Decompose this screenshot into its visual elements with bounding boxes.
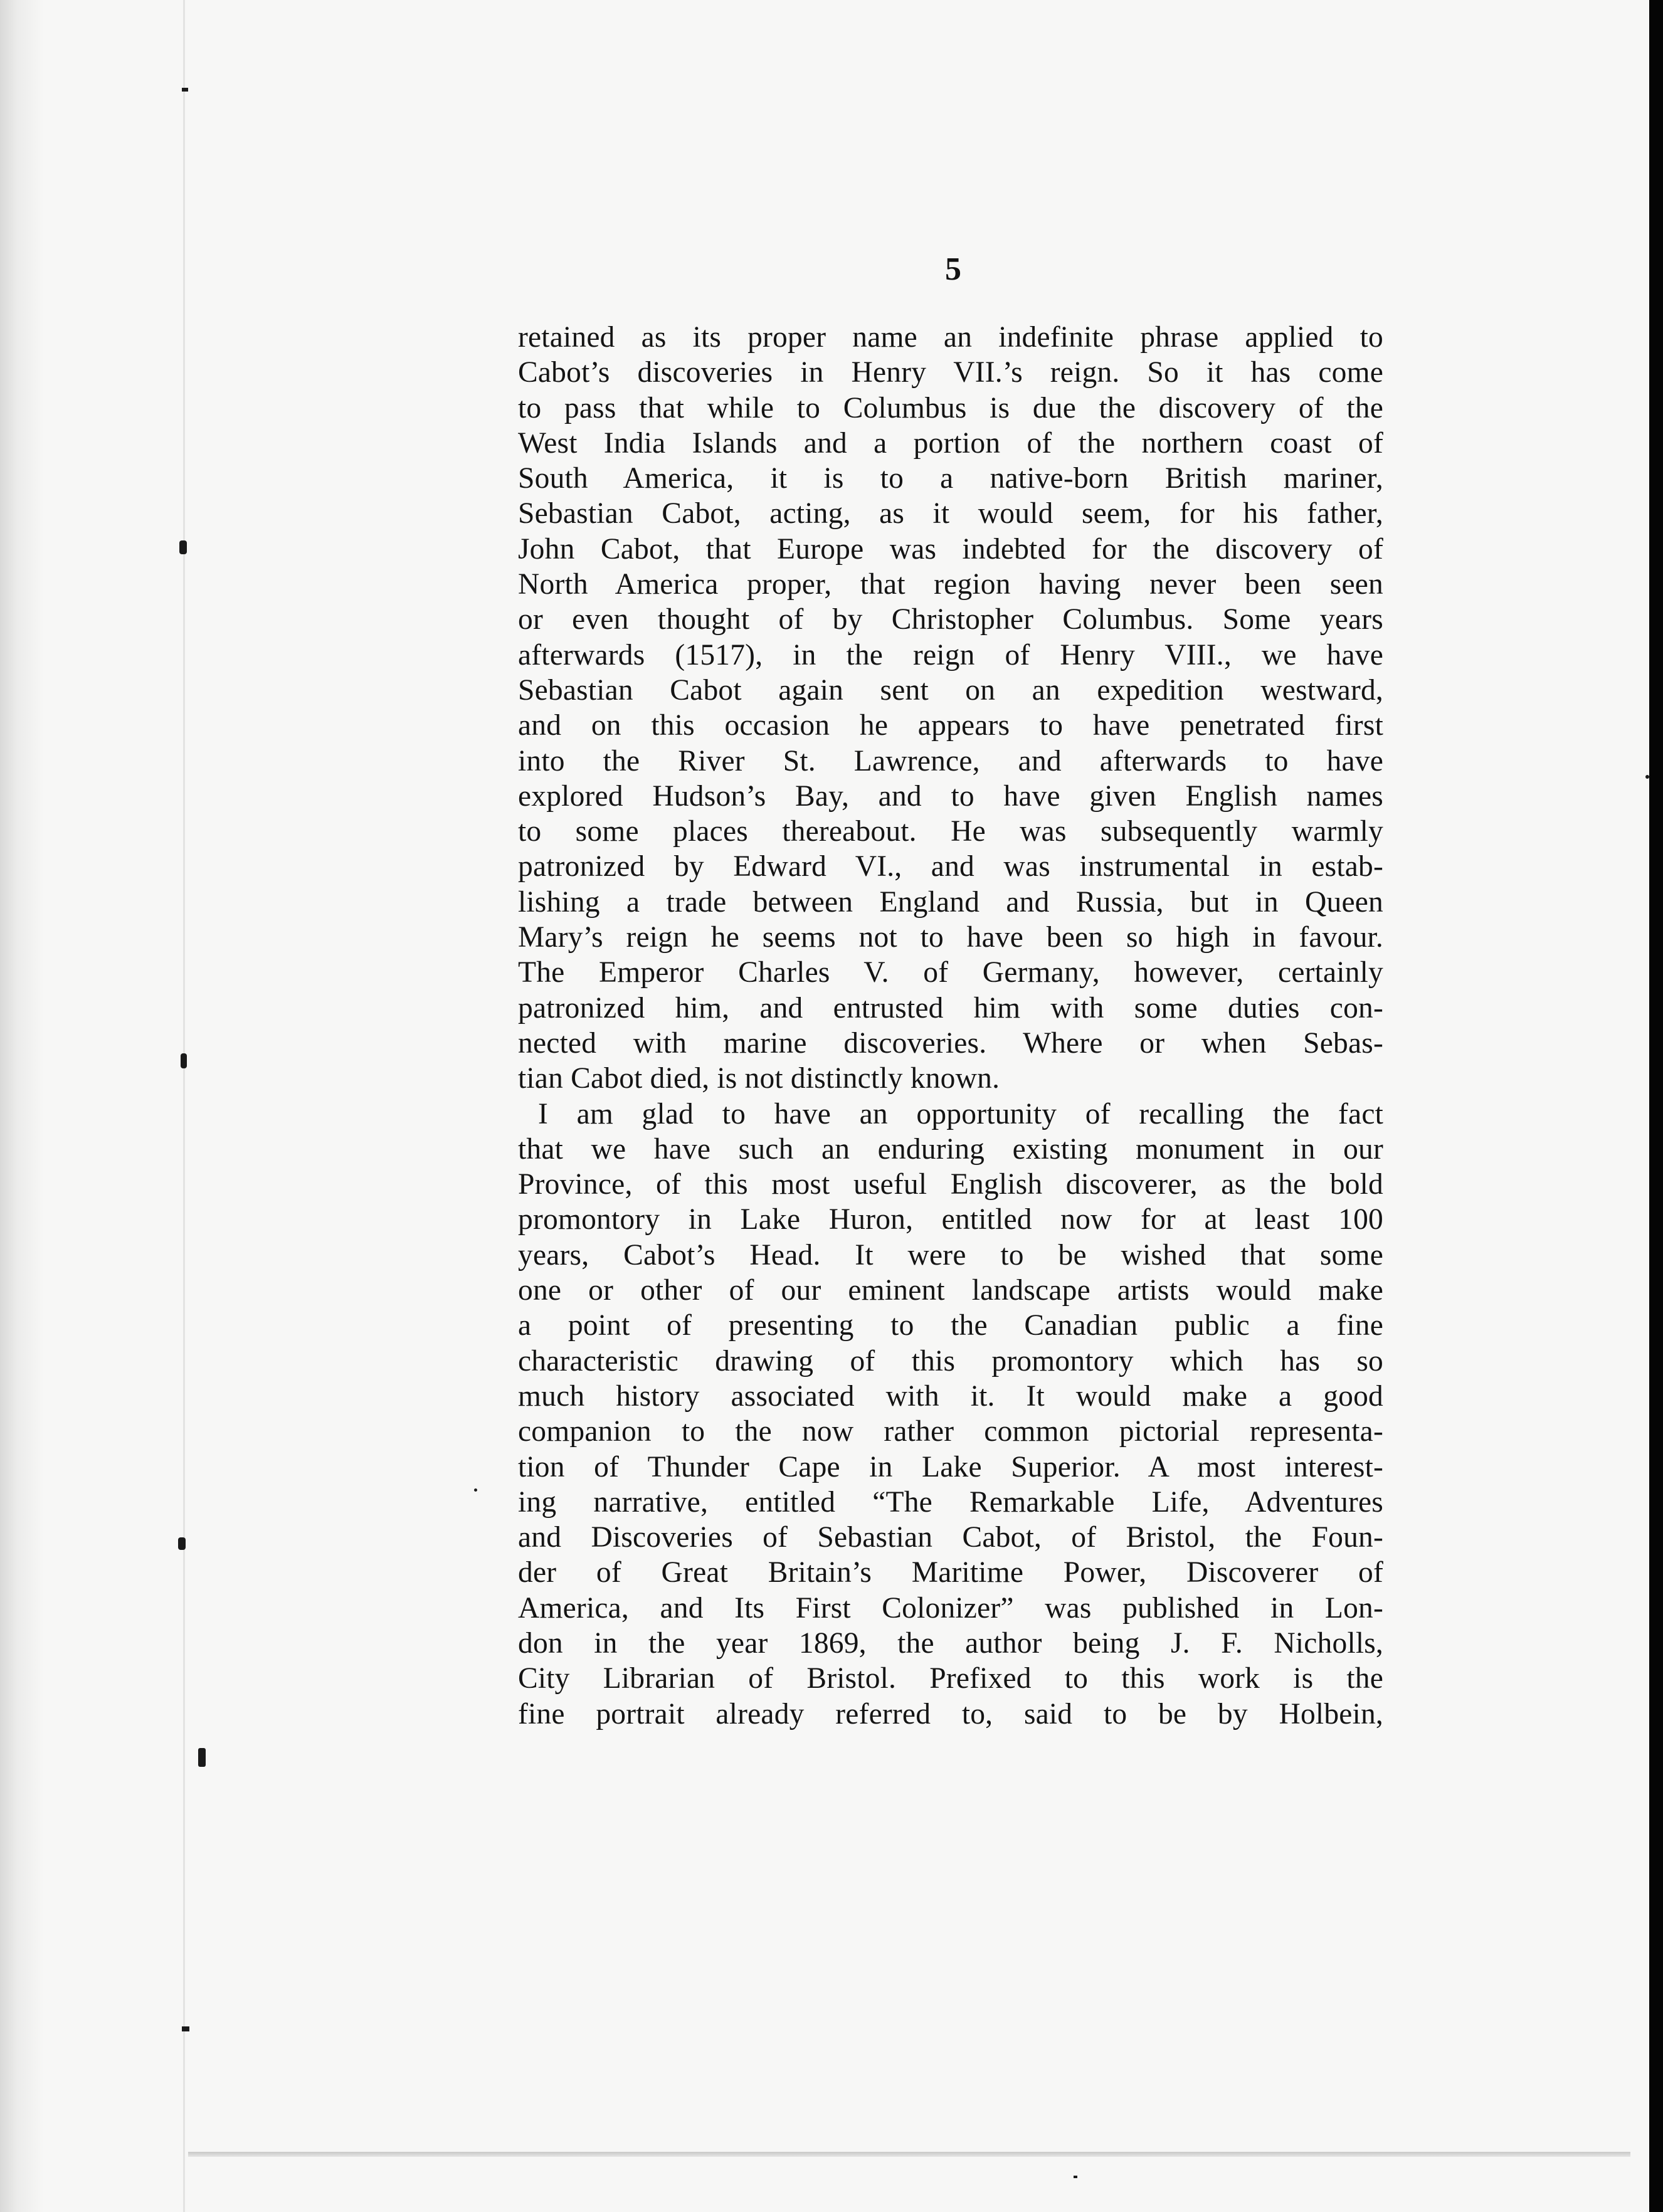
binding-mark <box>181 1053 187 1068</box>
text-line: fine portrait already referred to, said to be by Holbein, <box>518 1697 1383 1730</box>
binding-mark <box>179 540 187 554</box>
text-line: afterwards (1517), in the reign of Henry VIII., we have <box>518 638 1383 672</box>
text-line: Mary’s reign he seems not to have been so high in favour. <box>518 921 1383 954</box>
text-line: John Cabot, that Europe was indebted for the discovery of <box>518 532 1383 566</box>
paragraph <box>518 320 1383 1097</box>
page-bottom-edge <box>188 2152 1630 2157</box>
text-line: much history associated with it. It would make a good <box>518 1379 1383 1413</box>
text-line: one or other of our eminent landscape artists would make <box>518 1274 1383 1307</box>
text-line: companion to the now rather common pictorial representa- <box>518 1415 1383 1448</box>
text-line: characteristic drawing of this promontory which has so <box>518 1344 1383 1377</box>
text-line: a point of presenting to the Canadian public a fine <box>518 1309 1383 1342</box>
text-line: promontory in Lake Huron, entitled now for at least 100 <box>518 1203 1383 1236</box>
binding-mark <box>198 1748 206 1767</box>
text-line: nected with marine discoveries. Where or when Sebas- <box>518 1026 1383 1060</box>
page-number: 5 <box>945 251 961 287</box>
paragraph <box>518 1097 1383 1732</box>
text-line: to pass that while to Columbus is due the discovery of the <box>518 391 1383 424</box>
text-line: and Discoveries of Sebastian Cabot, of Bristol, the Foun- <box>518 1521 1383 1554</box>
text-line: that we have such an enduring existing monument in our <box>518 1132 1383 1166</box>
text-line: I am glad to have an opportunity of recalling the fact <box>538 1097 1383 1130</box>
text-line: Sebastian Cabot again sent on an expedition westward, <box>518 673 1383 707</box>
text-line: patronized by Edward VI., and was instrumental in estab- <box>518 850 1383 883</box>
text-line: Sebastian Cabot, acting, as it would seem, for his father, <box>518 497 1383 530</box>
binding-shadow <box>0 0 44 2212</box>
text-line: ing narrative, entitled “The Remarkable Life, Adventures <box>518 1485 1383 1519</box>
body-text <box>518 320 1383 1732</box>
text-line: Province, of this most useful English discoverer, as the bold <box>518 1168 1383 1201</box>
text-line: lishing a trade between England and Russia, but in Queen <box>518 885 1383 919</box>
text-line: The Emperor Charles V. of Germany, however, certainly <box>518 956 1383 989</box>
text-line: tian Cabot died, is not distinctly known. <box>518 1062 1000 1095</box>
scan-border <box>1649 0 1663 2212</box>
speck <box>1645 775 1649 779</box>
text-line: South America, it is to a native-born British mariner, <box>518 462 1383 495</box>
text-line: patronized him, and entrusted him with some duties con- <box>518 991 1383 1024</box>
text-line: explored Hudson’s Bay, and to have given English names <box>518 779 1383 813</box>
binding-mark <box>182 2026 189 2031</box>
text-line: tion of Thunder Cape in Lake Superior. A most interest- <box>518 1450 1383 1483</box>
text-line: into the River St. Lawrence, and afterwards to have <box>518 744 1383 777</box>
speck <box>474 1488 477 1492</box>
binding-mark <box>178 1537 186 1550</box>
text-line: don in the year 1869, the author being J. F. Nicholls, <box>518 1626 1383 1660</box>
text-line: and on this occasion he appears to have penetrated first <box>518 709 1383 742</box>
binding-crease <box>183 0 185 2212</box>
speck <box>1074 2176 1077 2178</box>
binding-mark <box>182 88 188 92</box>
text-line: years, Cabot’s Head. It were to be wished that some <box>518 1238 1383 1272</box>
text-line: America, and Its First Colonizer” was published in Lon- <box>518 1591 1383 1625</box>
text-line: der of Great Britain’s Maritime Power, Discoverer of <box>518 1556 1383 1589</box>
text-line: to some places thereabout. He was subsequently warmly <box>518 815 1383 848</box>
text-line: Cabot’s discoveries in Henry VII.’s reign. So it has come <box>518 356 1383 389</box>
text-line: City Librarian of Bristol. Prefixed to this work is the <box>518 1662 1383 1695</box>
text-line: retained as its proper name an indefinite phrase applied to <box>518 321 1383 354</box>
text-line: West India Islands and a portion of the northern coast of <box>518 426 1383 460</box>
text-line: or even thought of by Christopher Columbus. Some years <box>518 603 1383 636</box>
text-line: North America proper, that region having never been seen <box>518 568 1383 601</box>
